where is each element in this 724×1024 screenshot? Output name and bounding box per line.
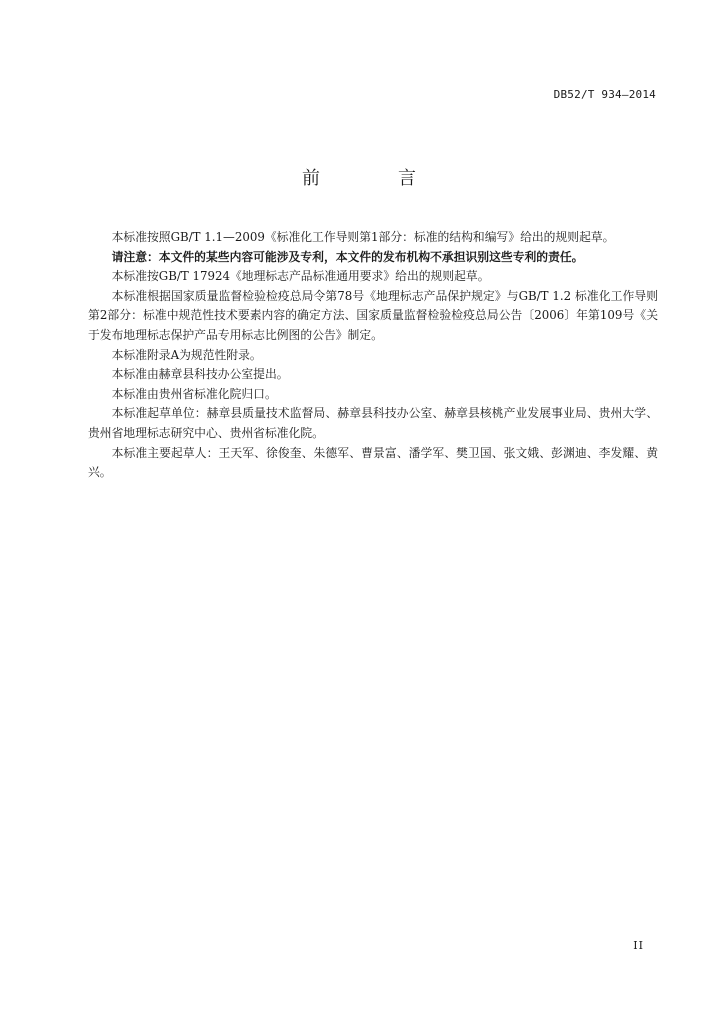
document-code: DB52/T 934—2014 (553, 88, 656, 101)
paragraph-proposer: 本标准由赫章县科技办公室提出。 (111, 367, 289, 382)
paragraph-centralized: 本标准由贵州省标准化院归口。 (111, 386, 277, 401)
paragraph-drafters: 本标准主要起草人：王天军、徐俊奎、朱德军、曹景富、潘学军、樊卫国、张文娥、彭渊迪、李发耀、黄兴。 (88, 445, 658, 480)
paragraph-drafting-units: 本标准起草单位：赫章县质量技术监督局、赫章县科技办公室、赫章县核桃产业发展事业局、贵州大学、贵州省地理标志研究中心、贵州省标准化院。 (88, 406, 658, 440)
paragraph-appendix: 本标准附录A为规范性附录。 (111, 347, 262, 362)
paragraph-basis: 本标准根据国家质量监督检验检疫总局令第78号《地理标志产品保护规定》与GB/T 1.2 标准化工作导则 第2部分：标准中规范性技术要素内容的确定方法、国家质量监督检验检疫总局公告〔2006〕年第109号《关于发布地理标志保护产品专用标志比例图的公告》制定。 (88, 288, 658, 342)
paragraph-drafting-rules: 本标准按照GB/T 1.1—2009《标准化工作导则第1部分：标准的结构和编写》给出的规则起草。 (111, 230, 615, 244)
paragraph-patent-notice: 请注意：本文件的某些内容可能涉及专利，本文件的发布机构不承担识别这些专利的责任。 (111, 249, 584, 264)
page-number: II (633, 939, 644, 952)
section-title: 前 言 (302, 168, 446, 189)
paragraph-gi-standard: 本标准按GB/T 17924《地理标志产品标准通用要求》给出的规则起草。 (111, 269, 490, 284)
foreword-body (88, 228, 658, 483)
